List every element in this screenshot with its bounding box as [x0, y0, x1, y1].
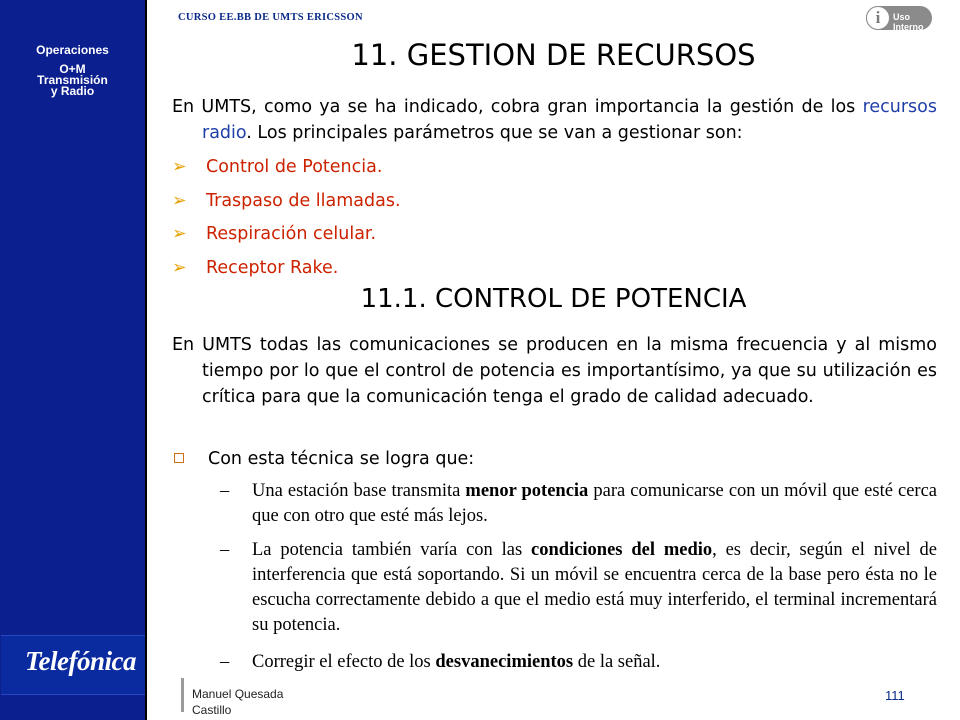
list-item-label: Control de Potencia.: [206, 157, 383, 177]
sidebar-subtitle-line: O+M: [59, 62, 86, 76]
dash-text: para comunicarse con un móvil que esté cerca que con otro que esté más lejos.: [252, 481, 937, 526]
sidebar-title: Operaciones: [36, 43, 109, 57]
dash-text: Una estación base transmita: [252, 481, 466, 501]
list-item: [172, 221, 376, 247]
footer-divider: [181, 678, 184, 712]
footer-author: [192, 686, 283, 718]
sidebar-subtitle-line: y Radio: [50, 84, 95, 98]
section-title: 11.1. CONTROL DE POTENCIA: [360, 284, 747, 314]
intro-paragraph: [172, 94, 937, 146]
arrow-bullet-icon: ➢: [172, 191, 187, 211]
author-name: Castillo: [192, 703, 232, 717]
arrow-bullet-icon: ➢: [172, 157, 187, 177]
list-item: [172, 255, 338, 281]
dash-text: de la señal.: [573, 652, 661, 672]
intro-link-text: recursos radio: [202, 97, 937, 143]
list-item-label: Traspaso de llamadas.: [206, 191, 401, 211]
intro-text: . Los principales parámetros que se van a gestionar son:: [246, 123, 743, 143]
dash-item: [220, 479, 937, 529]
section-paragraph: En UMTS todas las comunicaciones se producen en la misma frecuencia y al mismo tiempo por lo que el control de potencia es importantísimo, ya que su utilización es crítica para que la comunicación tenga el grado de calidad adecuado.: [172, 335, 937, 407]
arrow-bullet-icon: ➢: [172, 224, 187, 244]
dash-text: La potencia también varía con las: [252, 540, 532, 560]
course-header: CURSO EE.BB DE UMTS ERICSSON: [178, 12, 363, 23]
arrow-bullet-icon: ➢: [172, 258, 187, 278]
sidebar-subtitle-line: Transmisión: [37, 73, 108, 87]
dash-marker-icon: –: [220, 481, 230, 501]
list-item: [172, 188, 401, 214]
square-bullet-icon: [174, 453, 184, 463]
dash-bold-text: menor potencia: [465, 481, 589, 501]
list-item: [172, 154, 382, 180]
square-bullet-label: Con esta técnica se logra que:: [208, 449, 475, 469]
classification-badge: [866, 6, 932, 30]
sidebar-subtitle: [0, 64, 145, 97]
sidebar: [0, 0, 147, 720]
intro-text: En UMTS, como ya se ha indicado, cobra gran importancia la gestión de los: [172, 97, 863, 117]
sidebar-edge: [145, 0, 147, 720]
dash-marker-icon: –: [220, 540, 230, 560]
logo-wordmark: Telefónica: [25, 646, 136, 676]
page-number: 111: [885, 688, 905, 703]
telefonica-logo: [1, 635, 145, 695]
dash-text: , es decir, según el nivel de interferencia que está soportando. Si un móvil se encuentra cerca de la base pero ésta no le escucha correctamente debido a que el medio está muy interferido, el terminal incrementará su potencia.: [252, 540, 937, 635]
dash-marker-icon: –: [220, 652, 230, 672]
info-icon: i: [866, 6, 890, 30]
dash-bold-text: condiciones del medio: [531, 540, 713, 560]
dash-bold-text: desvanecimientos: [435, 652, 574, 672]
square-bullet-item: [172, 446, 474, 472]
list-item-label: Respiración celular.: [206, 224, 377, 244]
dash-item: [220, 538, 937, 638]
page-title: 11. GESTION DE RECURSOS: [351, 38, 756, 72]
badge-label: Uso Interno: [893, 12, 924, 32]
author-name: Manuel Quesada: [192, 687, 284, 701]
list-item-label: Receptor Rake.: [206, 258, 339, 278]
dash-item: [220, 650, 937, 675]
dash-text: Corregir el efecto de los: [252, 652, 436, 672]
